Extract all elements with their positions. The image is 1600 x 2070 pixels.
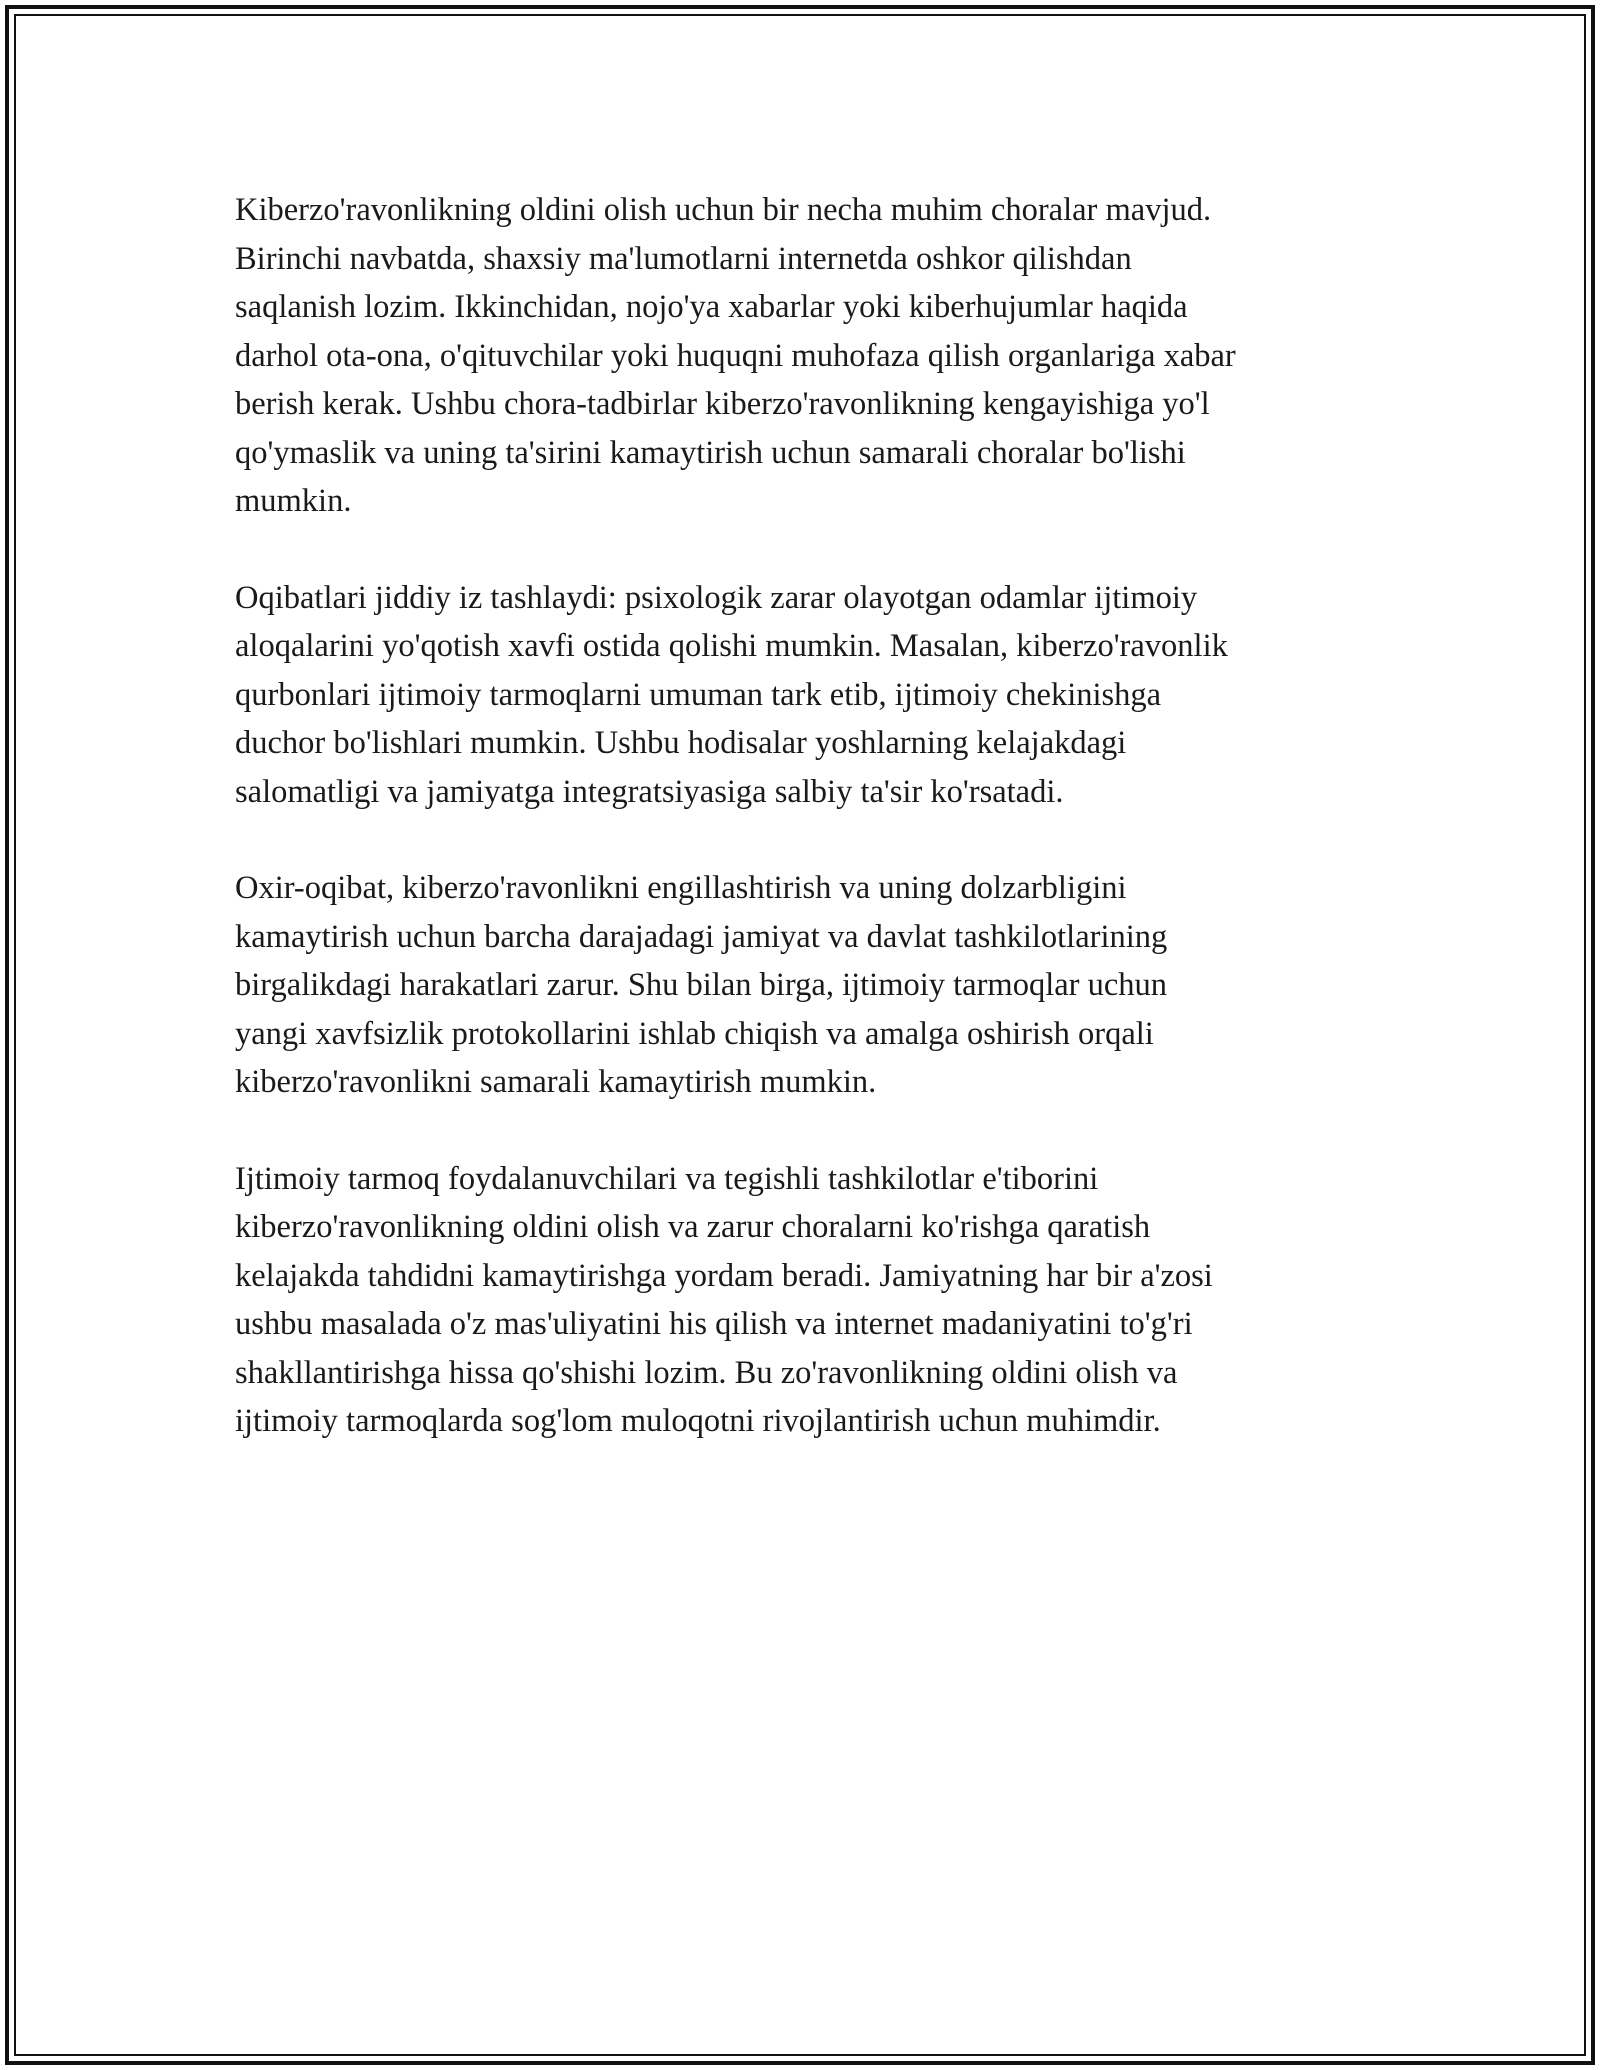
text-line: Ijtimoiy tarmoq foydalanuvchilari va tegishli tashkilotlar e'tiborini xyxy=(235,1160,1099,1197)
text-line: birgalikdagi harakatlari zarur. Shu bilan birga, ijtimoiy tarmoqlar uchun xyxy=(235,967,1168,1003)
document-body xyxy=(235,186,1385,1494)
text-line: berish kerak. Ushbu chora-tadbirlar kiberzo'ravonlikning kengayishiga yo'l xyxy=(235,386,1210,422)
paragraph-2 xyxy=(235,574,1385,817)
text-line: aloqalarini yo'qotish xavfi ostida qolishi mumkin. Masalan, kiberzo'ravonlik xyxy=(235,628,1228,664)
text-line: Oqibatlari jiddiy iz tashlaydi: psixologik zarar olayotgan odamlar ijtimoiy xyxy=(235,579,1198,616)
paragraph-1 xyxy=(235,186,1385,526)
text-line: shakllantirishga hissa qo'shishi lozim. Bu zo'ravonlikning oldini olish va xyxy=(235,1354,1178,1391)
text-line: mumkin. xyxy=(235,483,352,519)
text-line: darhol ota-ona, o'qituvchilar yoki huquqni muhofaza qilish organlariga xabar xyxy=(235,337,1236,374)
text-line: kiberzo'ravonlikning oldini olish va zarur choralarni ko'rishga qaratish xyxy=(235,1209,1151,1245)
text-line: ijtimoiy tarmoqlarda sog'lom muloqotni rivojlantirish uchun muhimdir. xyxy=(235,1403,1161,1439)
paragraph-3 xyxy=(235,864,1385,1107)
text-line: Kiberzo'ravonlikning oldini olish uchun bir necha muhim choralar mavjud. xyxy=(235,192,1212,228)
text-line: kiberzo'ravonlikni samarali kamaytirish mumkin. xyxy=(235,1064,877,1100)
text-line: kelajakda tahdidni kamaytirishga yordam beradi. Jamiyatning har bir a'zosi xyxy=(235,1257,1213,1294)
text-line: salomatligi va jamiyatga integratsiyasiga salbiy ta'sir ko'rsatadi. xyxy=(235,773,1064,810)
paragraph-4 xyxy=(235,1155,1385,1446)
text-line: Birinchi navbatda, shaxsiy ma'lumotlarni internetda oshkor qilishdan xyxy=(235,240,1132,277)
text-line: duchor bo'lishlari mumkin. Ushbu hodisalar yoshlarning kelajakdagi xyxy=(235,725,1127,761)
text-line: kamaytirish uchun barcha darajadagi jamiyat va davlat tashkilotlarining xyxy=(235,918,1168,955)
text-line: yangi xavfsizlik protokollarini ishlab chiqish va amalga oshirish orqali xyxy=(235,1015,1154,1052)
text-line: Oxir-oqibat, kiberzo'ravonlikni engillashtirish va uning dolzarbligini xyxy=(235,870,1127,906)
text-line: qo'ymaslik va uning ta'sirini kamaytirish uchun samarali choralar bo'lishi xyxy=(235,434,1186,471)
text-line: qurbonlari ijtimoiy tarmoqlarni umuman tark etib, ijtimoiy chekinishga xyxy=(235,676,1162,713)
text-line: ushbu masalada o'z mas'uliyatini his qilish va internet madaniyatini to'g'ri xyxy=(235,1306,1193,1342)
text-line: saqlanish lozim. Ikkinchidan, nojo'ya xabarlar yoki kiberhujumlar haqida xyxy=(235,289,1188,325)
